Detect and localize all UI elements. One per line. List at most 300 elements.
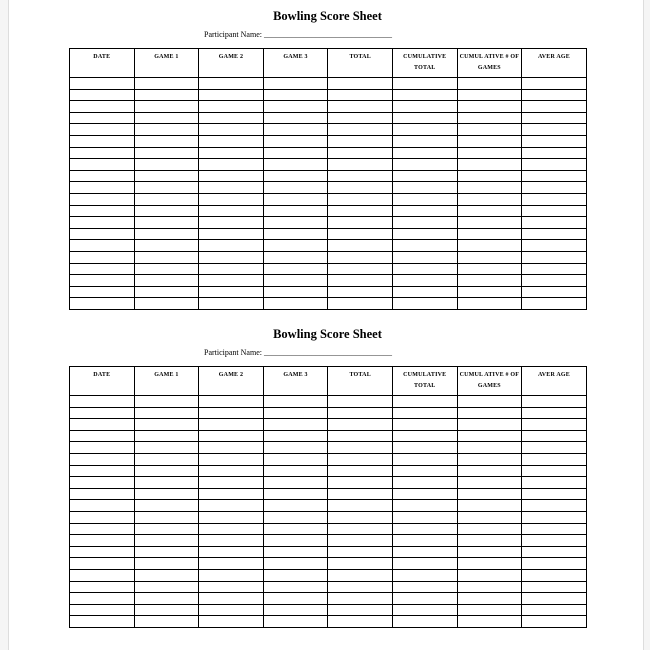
score-cell[interactable] [522, 263, 587, 275]
score-cell[interactable] [328, 477, 393, 489]
score-cell[interactable] [392, 430, 457, 442]
score-cell[interactable] [457, 569, 522, 581]
score-cell[interactable] [392, 193, 457, 205]
score-cell[interactable] [263, 511, 328, 523]
score-cell[interactable] [392, 419, 457, 431]
score-cell[interactable] [263, 500, 328, 512]
score-cell[interactable] [134, 604, 199, 616]
score-cell[interactable] [70, 240, 135, 252]
score-cell[interactable] [263, 593, 328, 605]
score-cell[interactable] [199, 101, 264, 113]
score-cell[interactable] [522, 407, 587, 419]
score-cell[interactable] [263, 263, 328, 275]
score-cell[interactable] [457, 604, 522, 616]
score-cell[interactable] [457, 546, 522, 558]
score-cell[interactable] [392, 581, 457, 593]
score-cell[interactable] [70, 453, 135, 465]
score-cell[interactable] [70, 488, 135, 500]
score-cell[interactable] [328, 616, 393, 628]
score-cell[interactable] [457, 616, 522, 628]
score-cell[interactable] [522, 616, 587, 628]
score-cell[interactable] [522, 89, 587, 101]
score-cell[interactable] [134, 581, 199, 593]
score-cell[interactable] [199, 477, 264, 489]
score-cell[interactable] [70, 465, 135, 477]
score-cell[interactable] [457, 112, 522, 124]
score-cell[interactable] [263, 396, 328, 408]
score-cell[interactable] [328, 112, 393, 124]
score-cell[interactable] [70, 523, 135, 535]
score-cell[interactable] [522, 228, 587, 240]
score-cell[interactable] [199, 78, 264, 90]
score-cell[interactable] [70, 263, 135, 275]
score-cell[interactable] [70, 159, 135, 171]
score-cell[interactable] [457, 124, 522, 136]
score-cell[interactable] [263, 477, 328, 489]
score-cell[interactable] [457, 535, 522, 547]
score-cell[interactable] [70, 228, 135, 240]
score-cell[interactable] [392, 217, 457, 229]
score-cell[interactable] [134, 263, 199, 275]
score-cell[interactable] [199, 112, 264, 124]
score-cell[interactable] [70, 558, 135, 570]
score-cell[interactable] [328, 500, 393, 512]
score-cell[interactable] [522, 535, 587, 547]
score-cell[interactable] [199, 182, 264, 194]
score-cell[interactable] [263, 101, 328, 113]
score-cell[interactable] [70, 286, 135, 298]
score-cell[interactable] [457, 251, 522, 263]
score-cell[interactable] [134, 205, 199, 217]
score-cell[interactable] [328, 465, 393, 477]
score-cell[interactable] [392, 407, 457, 419]
score-cell[interactable] [392, 240, 457, 252]
score-cell[interactable] [134, 396, 199, 408]
score-cell[interactable] [263, 147, 328, 159]
score-cell[interactable] [522, 193, 587, 205]
score-cell[interactable] [392, 558, 457, 570]
score-cell[interactable] [392, 159, 457, 171]
score-cell[interactable] [328, 217, 393, 229]
score-cell[interactable] [457, 217, 522, 229]
score-cell[interactable] [328, 453, 393, 465]
score-cell[interactable] [263, 159, 328, 171]
score-cell[interactable] [263, 78, 328, 90]
score-cell[interactable] [392, 593, 457, 605]
score-cell[interactable] [70, 112, 135, 124]
score-cell[interactable] [457, 89, 522, 101]
score-cell[interactable] [199, 147, 264, 159]
score-cell[interactable] [199, 569, 264, 581]
score-cell[interactable] [522, 419, 587, 431]
score-cell[interactable] [134, 500, 199, 512]
score-cell[interactable] [328, 78, 393, 90]
score-cell[interactable] [328, 442, 393, 454]
score-cell[interactable] [263, 193, 328, 205]
score-cell[interactable] [263, 581, 328, 593]
score-cell[interactable] [392, 286, 457, 298]
score-cell[interactable] [522, 581, 587, 593]
score-cell[interactable] [199, 616, 264, 628]
score-cell[interactable] [199, 593, 264, 605]
score-cell[interactable] [328, 558, 393, 570]
score-cell[interactable] [134, 477, 199, 489]
score-cell[interactable] [522, 298, 587, 310]
score-cell[interactable] [328, 170, 393, 182]
score-cell[interactable] [457, 593, 522, 605]
score-cell[interactable] [199, 240, 264, 252]
score-cell[interactable] [522, 275, 587, 287]
score-cell[interactable] [328, 240, 393, 252]
score-cell[interactable] [70, 604, 135, 616]
score-cell[interactable] [134, 407, 199, 419]
score-cell[interactable] [70, 217, 135, 229]
score-cell[interactable] [263, 523, 328, 535]
score-cell[interactable] [70, 89, 135, 101]
score-cell[interactable] [457, 298, 522, 310]
score-cell[interactable] [522, 251, 587, 263]
score-cell[interactable] [328, 251, 393, 263]
score-cell[interactable] [199, 500, 264, 512]
score-cell[interactable] [328, 263, 393, 275]
score-cell[interactable] [134, 558, 199, 570]
score-cell[interactable] [263, 453, 328, 465]
score-cell[interactable] [328, 298, 393, 310]
score-cell[interactable] [392, 523, 457, 535]
score-cell[interactable] [522, 442, 587, 454]
score-cell[interactable] [392, 124, 457, 136]
score-cell[interactable] [199, 442, 264, 454]
score-cell[interactable] [134, 193, 199, 205]
score-cell[interactable] [134, 228, 199, 240]
score-cell[interactable] [199, 89, 264, 101]
score-cell[interactable] [392, 604, 457, 616]
score-cell[interactable] [199, 488, 264, 500]
score-cell[interactable] [328, 546, 393, 558]
score-cell[interactable] [392, 511, 457, 523]
score-cell[interactable] [134, 523, 199, 535]
score-cell[interactable] [457, 159, 522, 171]
score-cell[interactable] [328, 511, 393, 523]
score-cell[interactable] [70, 511, 135, 523]
score-cell[interactable] [199, 205, 264, 217]
score-cell[interactable] [328, 569, 393, 581]
score-cell[interactable] [457, 193, 522, 205]
score-cell[interactable] [70, 251, 135, 263]
score-cell[interactable] [457, 263, 522, 275]
score-cell[interactable] [134, 159, 199, 171]
score-cell[interactable] [199, 275, 264, 287]
score-cell[interactable] [457, 453, 522, 465]
score-cell[interactable] [263, 89, 328, 101]
score-cell[interactable] [263, 275, 328, 287]
score-cell[interactable] [522, 465, 587, 477]
score-cell[interactable] [522, 78, 587, 90]
score-cell[interactable] [263, 546, 328, 558]
score-cell[interactable] [457, 182, 522, 194]
score-cell[interactable] [263, 240, 328, 252]
score-cell[interactable] [134, 593, 199, 605]
score-cell[interactable] [522, 147, 587, 159]
score-cell[interactable] [392, 147, 457, 159]
score-cell[interactable] [522, 604, 587, 616]
score-cell[interactable] [392, 135, 457, 147]
score-cell[interactable] [392, 205, 457, 217]
score-cell[interactable] [522, 286, 587, 298]
score-cell[interactable] [70, 275, 135, 287]
score-cell[interactable] [70, 298, 135, 310]
score-cell[interactable] [263, 182, 328, 194]
score-cell[interactable] [134, 419, 199, 431]
score-cell[interactable] [392, 535, 457, 547]
score-cell[interactable] [522, 101, 587, 113]
score-cell[interactable] [199, 298, 264, 310]
score-cell[interactable] [199, 135, 264, 147]
score-cell[interactable] [392, 453, 457, 465]
score-cell[interactable] [70, 430, 135, 442]
score-cell[interactable] [70, 147, 135, 159]
score-cell[interactable] [263, 205, 328, 217]
score-cell[interactable] [522, 569, 587, 581]
score-cell[interactable] [199, 263, 264, 275]
score-cell[interactable] [522, 240, 587, 252]
score-cell[interactable] [392, 263, 457, 275]
score-cell[interactable] [199, 124, 264, 136]
score-cell[interactable] [392, 275, 457, 287]
score-cell[interactable] [134, 78, 199, 90]
score-cell[interactable] [134, 112, 199, 124]
score-cell[interactable] [263, 286, 328, 298]
score-cell[interactable] [199, 581, 264, 593]
score-cell[interactable] [392, 101, 457, 113]
score-cell[interactable] [392, 569, 457, 581]
score-cell[interactable] [134, 430, 199, 442]
score-cell[interactable] [392, 442, 457, 454]
score-cell[interactable] [199, 604, 264, 616]
score-cell[interactable] [328, 488, 393, 500]
score-cell[interactable] [522, 205, 587, 217]
score-cell[interactable] [457, 170, 522, 182]
score-cell[interactable] [522, 523, 587, 535]
score-cell[interactable] [70, 205, 135, 217]
score-cell[interactable] [457, 205, 522, 217]
score-cell[interactable] [134, 251, 199, 263]
score-cell[interactable] [199, 558, 264, 570]
score-cell[interactable] [392, 477, 457, 489]
score-cell[interactable] [328, 228, 393, 240]
score-cell[interactable] [70, 101, 135, 113]
score-cell[interactable] [522, 558, 587, 570]
score-cell[interactable] [392, 488, 457, 500]
score-cell[interactable] [134, 124, 199, 136]
score-cell[interactable] [457, 135, 522, 147]
score-cell[interactable] [457, 477, 522, 489]
score-cell[interactable] [134, 465, 199, 477]
score-cell[interactable] [522, 182, 587, 194]
score-cell[interactable] [392, 298, 457, 310]
score-cell[interactable] [457, 465, 522, 477]
score-cell[interactable] [457, 228, 522, 240]
score-cell[interactable] [328, 604, 393, 616]
score-cell[interactable] [392, 182, 457, 194]
score-cell[interactable] [263, 569, 328, 581]
score-cell[interactable] [263, 124, 328, 136]
score-cell[interactable] [199, 407, 264, 419]
score-cell[interactable] [457, 147, 522, 159]
score-cell[interactable] [457, 101, 522, 113]
score-cell[interactable] [70, 500, 135, 512]
score-cell[interactable] [263, 442, 328, 454]
score-cell[interactable] [522, 511, 587, 523]
score-cell[interactable] [199, 419, 264, 431]
score-cell[interactable] [522, 135, 587, 147]
score-cell[interactable] [392, 112, 457, 124]
score-cell[interactable] [134, 275, 199, 287]
score-cell[interactable] [263, 228, 328, 240]
score-cell[interactable] [199, 193, 264, 205]
score-cell[interactable] [457, 275, 522, 287]
score-cell[interactable] [134, 135, 199, 147]
score-cell[interactable] [522, 396, 587, 408]
score-cell[interactable] [134, 442, 199, 454]
score-cell[interactable] [457, 419, 522, 431]
score-cell[interactable] [199, 523, 264, 535]
score-cell[interactable] [457, 581, 522, 593]
score-cell[interactable] [70, 546, 135, 558]
score-cell[interactable] [134, 217, 199, 229]
score-cell[interactable] [522, 217, 587, 229]
score-cell[interactable] [328, 523, 393, 535]
score-cell[interactable] [392, 89, 457, 101]
score-cell[interactable] [392, 465, 457, 477]
score-cell[interactable] [134, 182, 199, 194]
score-cell[interactable] [199, 228, 264, 240]
score-cell[interactable] [328, 193, 393, 205]
score-cell[interactable] [70, 396, 135, 408]
score-cell[interactable] [70, 170, 135, 182]
score-cell[interactable] [457, 240, 522, 252]
score-cell[interactable] [199, 396, 264, 408]
score-cell[interactable] [263, 419, 328, 431]
score-cell[interactable] [70, 477, 135, 489]
score-cell[interactable] [263, 488, 328, 500]
score-cell[interactable] [70, 535, 135, 547]
score-cell[interactable] [328, 135, 393, 147]
score-cell[interactable] [199, 251, 264, 263]
score-cell[interactable] [328, 286, 393, 298]
score-cell[interactable] [328, 275, 393, 287]
score-cell[interactable] [134, 535, 199, 547]
score-cell[interactable] [457, 396, 522, 408]
score-cell[interactable] [70, 569, 135, 581]
score-cell[interactable] [263, 112, 328, 124]
score-cell[interactable] [328, 89, 393, 101]
score-cell[interactable] [457, 286, 522, 298]
score-cell[interactable] [328, 396, 393, 408]
score-cell[interactable] [134, 170, 199, 182]
score-cell[interactable] [134, 546, 199, 558]
score-cell[interactable] [392, 396, 457, 408]
score-cell[interactable] [328, 430, 393, 442]
score-cell[interactable] [134, 511, 199, 523]
score-cell[interactable] [328, 581, 393, 593]
score-cell[interactable] [199, 511, 264, 523]
score-cell[interactable] [263, 616, 328, 628]
score-cell[interactable] [328, 419, 393, 431]
score-cell[interactable] [199, 170, 264, 182]
score-cell[interactable] [263, 465, 328, 477]
score-cell[interactable] [263, 535, 328, 547]
score-cell[interactable] [134, 616, 199, 628]
score-cell[interactable] [199, 430, 264, 442]
score-cell[interactable] [522, 546, 587, 558]
score-cell[interactable] [263, 217, 328, 229]
score-cell[interactable] [522, 430, 587, 442]
score-cell[interactable] [457, 488, 522, 500]
score-cell[interactable] [70, 193, 135, 205]
score-cell[interactable] [134, 101, 199, 113]
score-cell[interactable] [70, 616, 135, 628]
score-cell[interactable] [522, 477, 587, 489]
score-cell[interactable] [392, 170, 457, 182]
score-cell[interactable] [457, 442, 522, 454]
score-cell[interactable] [134, 89, 199, 101]
score-cell[interactable] [70, 593, 135, 605]
score-cell[interactable] [134, 286, 199, 298]
score-cell[interactable] [522, 453, 587, 465]
score-cell[interactable] [522, 124, 587, 136]
score-cell[interactable] [199, 286, 264, 298]
score-cell[interactable] [263, 430, 328, 442]
score-cell[interactable] [328, 593, 393, 605]
score-cell[interactable] [70, 124, 135, 136]
score-cell[interactable] [263, 298, 328, 310]
score-cell[interactable] [328, 182, 393, 194]
score-cell[interactable] [134, 240, 199, 252]
score-cell[interactable] [392, 546, 457, 558]
score-cell[interactable] [522, 488, 587, 500]
score-cell[interactable] [134, 453, 199, 465]
score-cell[interactable] [199, 453, 264, 465]
score-cell[interactable] [328, 101, 393, 113]
score-cell[interactable] [199, 217, 264, 229]
score-cell[interactable] [199, 546, 264, 558]
score-cell[interactable] [328, 159, 393, 171]
score-cell[interactable] [134, 147, 199, 159]
score-cell[interactable] [457, 430, 522, 442]
score-cell[interactable] [457, 407, 522, 419]
score-cell[interactable] [392, 616, 457, 628]
score-cell[interactable] [70, 581, 135, 593]
score-cell[interactable] [70, 419, 135, 431]
score-cell[interactable] [134, 488, 199, 500]
score-cell[interactable] [522, 593, 587, 605]
score-cell[interactable] [263, 558, 328, 570]
score-cell[interactable] [70, 407, 135, 419]
score-cell[interactable] [328, 147, 393, 159]
score-cell[interactable] [522, 159, 587, 171]
score-cell[interactable] [134, 569, 199, 581]
score-cell[interactable] [457, 558, 522, 570]
score-cell[interactable] [199, 159, 264, 171]
score-cell[interactable] [263, 170, 328, 182]
score-cell[interactable] [199, 465, 264, 477]
score-cell[interactable] [70, 135, 135, 147]
score-cell[interactable] [134, 298, 199, 310]
score-cell[interactable] [457, 511, 522, 523]
score-cell[interactable] [457, 78, 522, 90]
score-cell[interactable] [392, 78, 457, 90]
